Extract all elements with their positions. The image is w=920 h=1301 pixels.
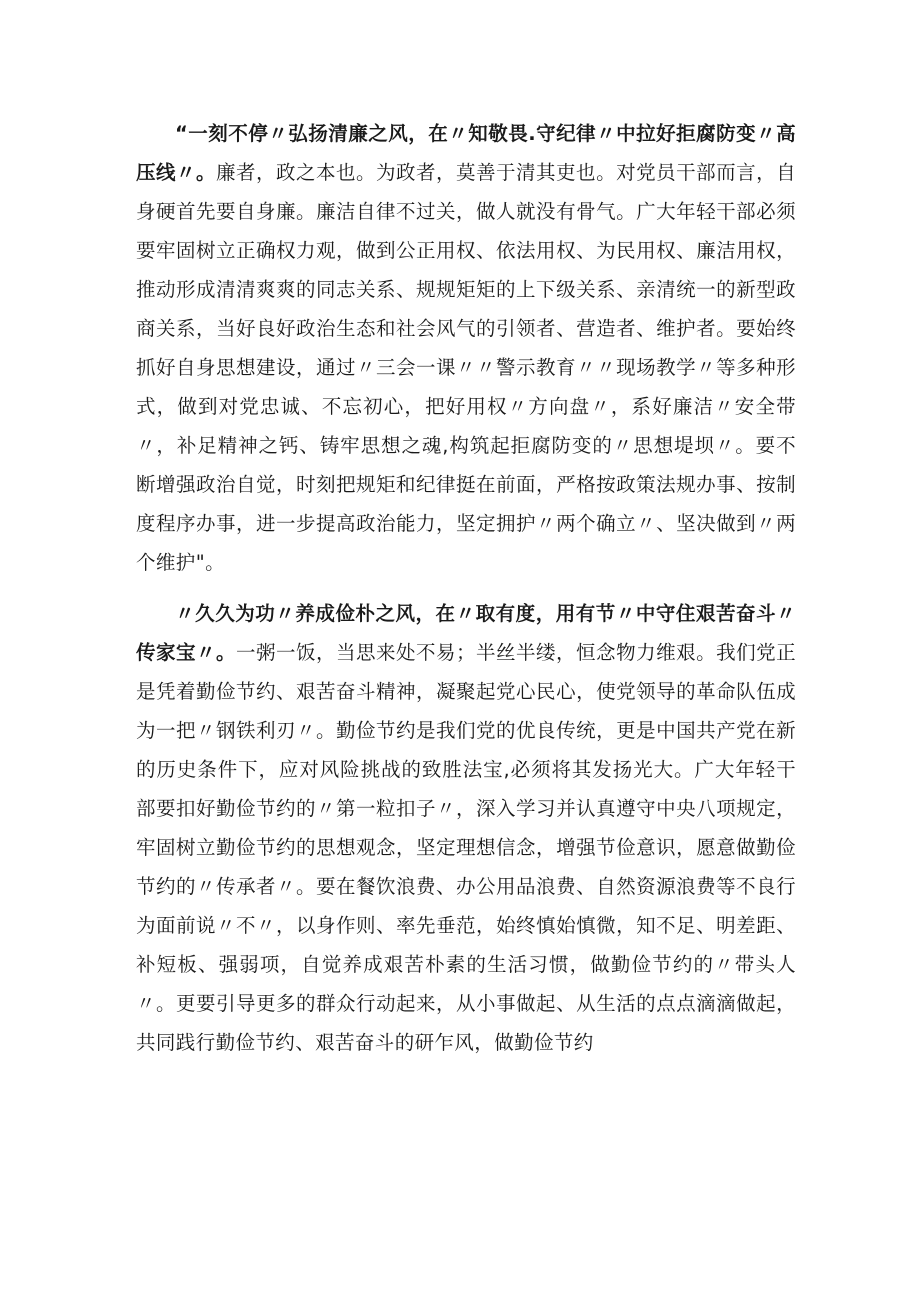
paragraph-clean-governance bbox=[136, 114, 796, 582]
paragraph-body: 廉者，政之本也。为政者，莫善于清其吏也。对党员干部而言，自身硬首先要自身廉。廉洁自律不过关，做人就没有骨气。广大年轻干部必须要牢固树立正确权力观，做到公正用权、依法用权、为民用权、廉洁用权，推动形成清清爽爽的同志关系、规规矩矩的上下级关系、亲清统一的新型政商关系，当好良好政治生态和社会风气的引领者、营造者、维护者。要始终抓好自身思想建设，通过〃三会一课〃〃警示教育〃〃现场教学〃等多种形式，做到对党忠诚、不忘初心，把好用权〃方向盘〃，系好廉洁〃安全带〃，补足精神之钙、铸牢思想之魂,构筑起拒腐防变的〃思想堤坝〃。要不断增强政治自觉，时刻把规矩和纪律挺在前面，严格按政策法规办事、按制度程序办事，进一步提高政治能力，坚定拥护〃两个确立〃、坚决做到〃两个维护"。 bbox=[136, 161, 796, 574]
document-page bbox=[136, 114, 796, 1062]
paragraph-heading: 〃久久为功〃养成俭朴之风，在〃取有度，用有节〃中守住艰苦奋斗〃传家宝〃。 bbox=[136, 602, 796, 664]
paragraph-heading: “一刻不停〃弘扬清廉之风，在〃知敬畏.守纪律〃中拉好拒腐防变〃高压线〃。 bbox=[136, 122, 796, 184]
paragraph-body: 一粥一饭，当思来处不易；半丝半缕，恒念物力维艰。我们党正是凭着勤俭节约、艰苦奋斗精神，凝聚起党心民心，使党领导的革命队伍成为一把〃钢铁利刃〃。勤俭节约是我们党的优良传统，更是中国共产党在新的历史条件下，应对风险挑战的致胜法宝,必须将其发扬光大。广大年轻干部要扣好勤俭节约的〃第一粒扣子〃，深入学习并认真遵守中央八项规定，牢固树立勤俭节约的思想观念，坚定理想信念，增强节俭意识，愿意做勤俭节约的〃传承者〃。要在餐饮浪费、办公用品浪费、自然资源浪费等不良行为面前说〃不〃，以身作则、率先垂范，始终慎始慎微，知不足、明差距、补短板、强弱项，自觉养成艰苦朴素的生活习惯，做勤俭节约的〃带头人〃。更要引导更多的群众行动起来，从小事做起、从生活的点点滴滴做起，共同践行勤俭节约、艰苦奋斗的研乍风，做勤俭节约 bbox=[136, 641, 796, 1054]
paragraph-frugality bbox=[136, 594, 796, 1062]
